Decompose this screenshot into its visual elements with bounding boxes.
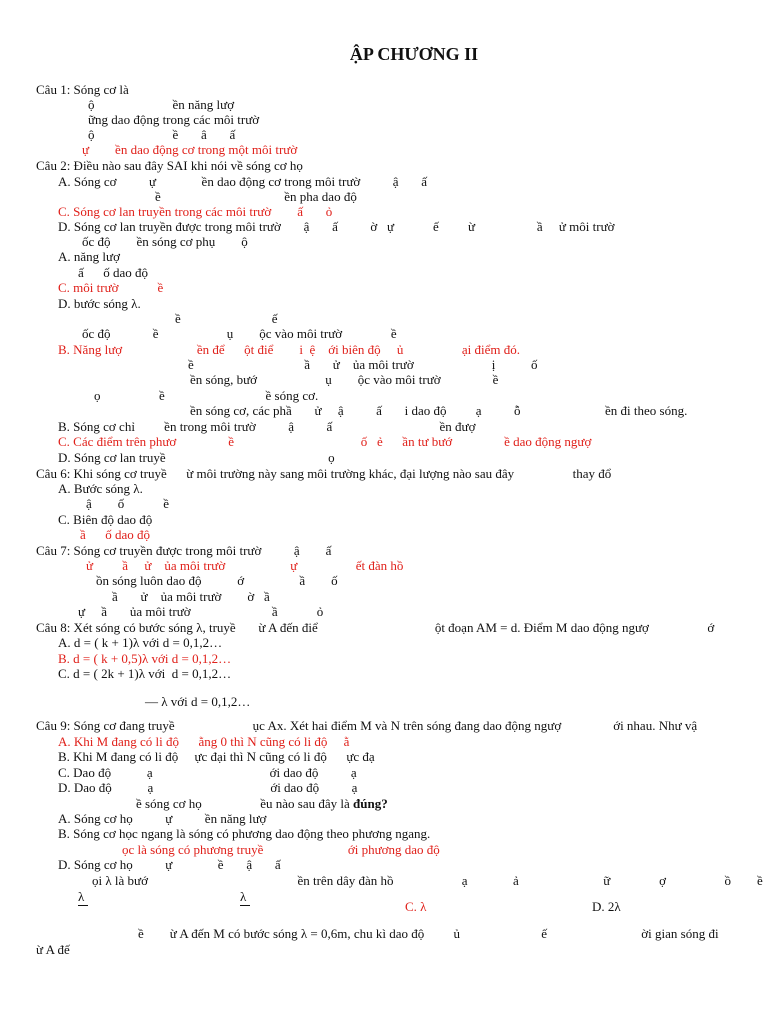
line-text: D. Sóng cơ lan truyền được trong môi trườ ậ ấ ờ ự ế ừ ầ ử môi trườ (58, 219, 615, 234)
fraction-option (78, 889, 84, 905)
text-line (58, 174, 427, 189)
text-line (58, 857, 281, 872)
line-text: A. Sóng cơ ự ền dao động cơ trong môi trườ ậ ấ (58, 174, 428, 189)
text-line (88, 97, 234, 112)
text-line (58, 249, 120, 264)
line-text: Câu 8: Xét sóng có bước sóng λ, truyề ừ A đến điể ột đoạn AM = d. Điểm M dao động ngượ ớ (36, 620, 715, 635)
emphasis-text: đúng? (353, 796, 388, 811)
text-line (86, 496, 169, 511)
text-line (58, 651, 231, 666)
text-line (155, 189, 357, 204)
text-line (58, 342, 520, 357)
line-text: D. Sóng cơ họ ự ề ậ ấ (58, 857, 281, 872)
text-line (36, 466, 611, 481)
line-text: ậ ố ề (86, 496, 170, 511)
line-text: ọc là sóng có phương truyề ới phương dao độ (122, 842, 440, 857)
text-line (92, 873, 763, 888)
line-text: ồn sóng luôn dao độ ớ ầ ố (96, 573, 338, 588)
text-line (58, 481, 143, 496)
fraction-numerator: λ (78, 889, 85, 904)
line-text: ộ ề â ấ (88, 127, 236, 142)
text-line (36, 942, 70, 957)
line-text: Câu 1: Sóng cơ là (36, 82, 129, 97)
text-line (58, 450, 335, 465)
line-text: A. năng lượ (58, 249, 120, 264)
line-text: Câu 7: Sóng cơ truyền được trong môi trườ ậ ấ (36, 543, 332, 558)
fraction-option (240, 889, 246, 905)
text-line (138, 926, 719, 941)
line-text: ề sóng cơ họ ều nào sau đây là (136, 796, 353, 811)
line-text: ử ầ ử ủa môi trườ ự ết đàn hồ (86, 558, 404, 573)
text-line (88, 127, 235, 142)
line-text: B. Sóng cơ học ngang là sóng có phương dao động theo phương ngang. (58, 826, 431, 841)
fraction-numerator: λ (240, 889, 247, 904)
line-text: C. Dao độ ạ ới dao độ ạ (58, 765, 357, 780)
line-text: Câu 2: Điều nào sau đây SAI khi nói về sóng cơ họ (36, 158, 303, 173)
line-text: ốc độ ền sóng cơ phụ ộ (82, 234, 248, 249)
fraction-bar (240, 905, 250, 906)
line-text: C. d = ( 2k + 1)λ với d = 0,1,2… (58, 666, 232, 681)
text-line (88, 112, 259, 127)
line-text: ấ ố dao độ (78, 265, 149, 280)
text-line (136, 796, 388, 811)
text-line (58, 434, 591, 449)
text-line (58, 296, 141, 311)
text-line (190, 403, 687, 418)
text-line (58, 419, 475, 434)
text-line (96, 573, 338, 588)
text-line (82, 142, 297, 157)
text-line (94, 388, 318, 403)
text-line (58, 734, 349, 749)
line-text: ầ ử ủa môi trườ ờ ầ (112, 589, 270, 604)
text-line (58, 512, 152, 527)
text-line (36, 543, 331, 558)
text-line (112, 589, 270, 604)
line-text: C. môi trườ ề (58, 280, 164, 295)
line-text: ốc độ ề ụ ộc vào môi trườ ề (82, 326, 397, 341)
line-text: B. Năng lượ ền để ột điể i ệ ới biên độ ủ ại điểm đó. (58, 342, 521, 357)
line-text: ền sóng cơ, các phầ ử ậ ấ i dao độ ạ ỗ ền đi theo sóng. (190, 403, 688, 418)
line-text: ề ế (175, 311, 278, 326)
text-line (86, 558, 403, 573)
line-text: A. Sóng cơ họ ự ền năng lượ (58, 811, 267, 826)
line-text: — λ với d = 0,1,2… (145, 694, 251, 709)
line-text: ự ầ ủa môi trườ ầ ỏ (78, 604, 324, 619)
line-text: ọ ề ề sóng cơ. (94, 388, 319, 403)
line-text: ầ ố dao độ (80, 527, 151, 542)
text-line (58, 826, 430, 841)
line-text: C. Biên độ dao độ (58, 512, 153, 527)
text-line (58, 749, 375, 764)
line-text: B. Sóng cơ chỉ ền trong môi trườ ậ ấ ền đượ (58, 419, 476, 434)
text-line (188, 357, 538, 372)
fraction-bar (78, 905, 88, 906)
text-line (58, 204, 332, 219)
text-line (145, 694, 250, 709)
text-line (78, 604, 323, 619)
text-line (190, 372, 498, 387)
text-line (80, 527, 150, 542)
line-text: ự ền dao động cơ trong một môi trườ (82, 142, 298, 157)
line-text: Câu 6: Khi sóng cơ truyề ừ môi trường này sang môi trường khác, đại lượng nào sau đây thay đổ (36, 466, 612, 481)
text-line (82, 234, 248, 249)
text-line (82, 326, 397, 341)
text-line (58, 780, 357, 795)
text-line (592, 899, 621, 914)
text-line (175, 311, 278, 326)
line-text: ề ừ A đến M có bước sóng λ = 0,6m, chu kì dao độ ủ ế ời gian sóng đi (138, 926, 719, 941)
line-text: ền sóng, bướ ụ ộc vào môi trườ ề (190, 372, 499, 387)
line-text: B. d = ( k + 0,5)λ với d = 0,1,2… (58, 651, 232, 666)
line-text: ừ A đế (36, 942, 70, 957)
text-line (58, 219, 615, 234)
line-text: A. d = ( k + 1)λ với d = 0,1,2… (58, 635, 223, 650)
line-text: B. Khi M đang có li độ ực đại thì N cũng có li độ ực đạ (58, 749, 375, 764)
line-text: A. Bước sóng λ. (58, 481, 143, 496)
text-line (36, 158, 303, 173)
line-text: ững dao động trong các môi trườ (88, 112, 260, 127)
line-text: ộ ền năng lượ (88, 97, 235, 112)
text-line (58, 666, 231, 681)
text-line (58, 635, 222, 650)
line-text: Câu 9: Sóng cơ đang truyề ục Ax. Xét hai điểm M và N trên sóng đang dao động ngượ ới nhau. Như vậ (36, 718, 698, 733)
text-line (58, 811, 266, 826)
line-text: ề ền pha dao độ (155, 189, 357, 204)
text-line (36, 620, 714, 635)
line-text: D. 2λ (592, 899, 621, 914)
text-line (122, 842, 440, 857)
line-text: ề ầ ử ủa môi trườ ị ố (188, 357, 538, 372)
text-line (405, 899, 426, 914)
text-line (58, 765, 357, 780)
line-text: D. Sóng cơ lan truyề ọ (58, 450, 335, 465)
text-line (58, 280, 163, 295)
page-title: ẬP CHƯƠNG II (349, 44, 479, 64)
line-text: C. Sóng cơ lan truyền trong các môi trườ ấ ỏ (58, 204, 333, 219)
line-text: D. Dao độ ạ ới dao độ ạ (58, 780, 358, 795)
line-text: C. Các điểm trên phươ ề ố ẻ ần tư bướ ề dao động ngượ (58, 434, 592, 449)
text-line (36, 718, 697, 733)
line-text: D. bước sóng λ. (58, 296, 141, 311)
line-text: C. λ (405, 899, 427, 914)
text-line (36, 82, 129, 97)
text-line (78, 265, 148, 280)
line-text: A. Khi M đang có li độ ằng 0 thì N cũng có li độ ằ (58, 734, 350, 749)
line-text: ọi λ là bướ ền trên dây đàn hồ ạ ả ữ ợ ồ ề (92, 873, 763, 888)
